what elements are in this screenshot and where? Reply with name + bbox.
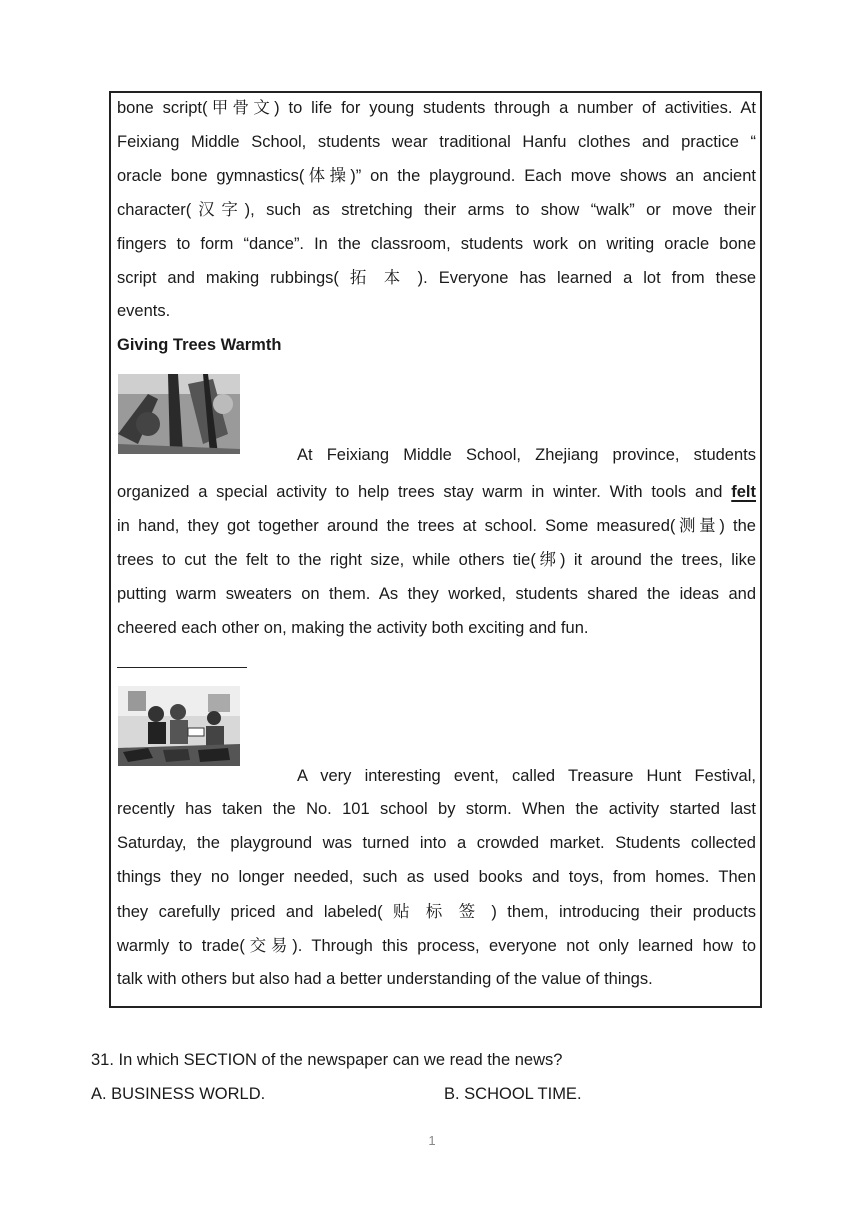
para1-line-5: fingers to form “dance”. In the classroom, students work on writing oracle bone <box>117 235 756 253</box>
market-photo <box>118 686 240 766</box>
page-number: 1 <box>428 1133 436 1148</box>
para1-line-6: script and making rubbings( 拓 本 ). Everyone has learned a lot from these <box>117 269 756 287</box>
section2-line-3: in hand, they got together around the trees at school. Some measured(测量) the <box>117 517 756 535</box>
option-a: A. BUSINESS WORLD. <box>91 1085 266 1103</box>
section2-line-5: putting warm sweaters on them. As they worked, students shared the ideas and <box>117 585 756 603</box>
blank-title-line <box>117 667 247 668</box>
section3-line-6: warmly to trade(交易). Through this process, everyone not only learned how to <box>117 937 756 955</box>
section2-line-2-text: organized a special activity to help trees stay warm in winter. With tools and <box>117 483 723 501</box>
section2-line-6: cheered each other on, making the activity both exciting and fun. <box>117 619 589 637</box>
para1-line-4: character(汉字), such as stretching their arms to show “walk” or move their <box>117 201 756 219</box>
section3-line-7: talk with others but also had a better understanding of the value of things. <box>117 970 653 988</box>
section2-first-line: At Feixiang Middle School, Zhejiang province, students <box>297 446 756 464</box>
para1-line-1: bone script(甲骨文) to life for young students through a number of activities. At <box>117 99 756 117</box>
question-stem: 31. In which SECTION of the newspaper can we read the news? <box>91 1051 563 1069</box>
para1-line-7: events. <box>117 302 171 320</box>
section-heading: Giving Trees Warmth <box>117 336 282 354</box>
section2-line-4: trees to cut the felt to the right size, while others tie(绑) it around the trees, like <box>117 551 756 569</box>
para1-line-2: Feixiang Middle School, students wear traditional Hanfu clothes and practice “ <box>117 133 756 151</box>
section2-line-2 <box>117 480 756 504</box>
section3-line-4: things they no longer needed, such as used books and toys, from homes. Then <box>117 868 756 886</box>
trees-photo <box>118 374 240 454</box>
section3-line-5: they carefully priced and labeled( 贴 标 签 ) them, introducing their products <box>117 903 756 921</box>
section3-first-line: A very interesting event, called Treasure Hunt Festival, <box>297 767 756 785</box>
section3-line-2: recently has taken the No. 101 school by storm. When the activity started last <box>117 800 756 818</box>
option-b: B. SCHOOL TIME. <box>444 1085 582 1103</box>
para1-line-3: oracle bone gymnastics(体操)” on the playground. Each move shows an ancient <box>117 167 756 185</box>
section3-line-3: Saturday, the playground was turned into a crowded market. Students collected <box>117 834 756 852</box>
felt-word: felt <box>731 483 756 501</box>
